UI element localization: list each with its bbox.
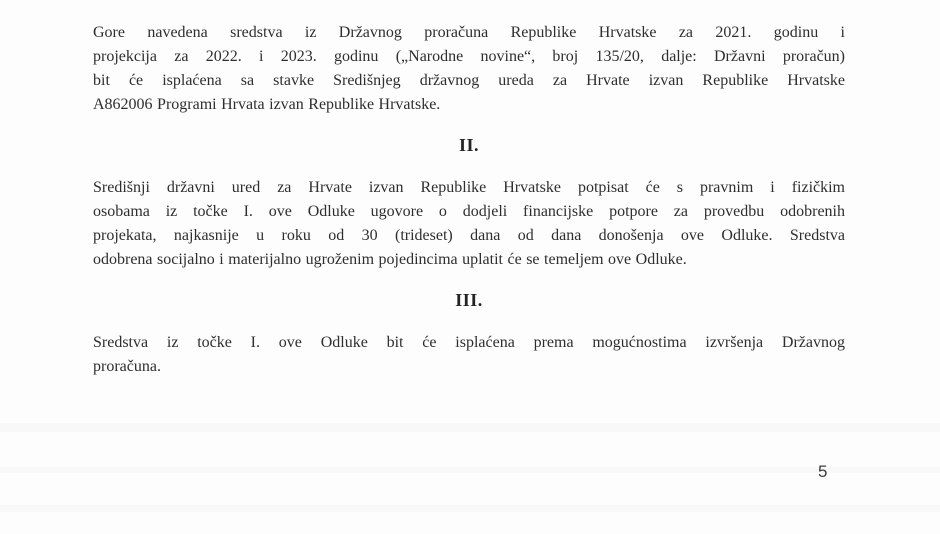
paragraph — [93, 21, 845, 117]
text-line: Središnji državni ured za Hrvate izvan Republike Hrvatske potpisat će s pravnim i fizičkim — [93, 179, 845, 196]
text-line: projekcija za 2022. i 2023. godinu („Narodne novine“, broj 135/20, dalje: Državni proračun) — [93, 48, 845, 65]
scan-artifact-band — [0, 505, 940, 512]
text-line: projekata, najkasnije u roku od 30 (trideset) dana od dana donošenja ove Odluke. Sredstva — [93, 227, 845, 244]
text-line: bit će isplaćena sa stavke Središnjeg državnog ureda za Hrvate izvan Republike Hrvatske — [93, 72, 845, 89]
paragraph — [93, 176, 845, 272]
scan-artifact-band — [0, 423, 940, 432]
section-heading: II. — [458, 135, 479, 155]
text-line: Gore navedena sredstva iz Državnog proračuna Republike Hrvatske za 2021. godinu i — [93, 24, 845, 41]
text-line: A862006 Programi Hrvata izvan Republike Hrvatske. — [93, 96, 441, 113]
text-line: osobama iz točke I. ove Odluke ugovore o dodjeli financijske potpore za provedbu odobrenih — [93, 203, 845, 220]
text-line: Sredstva iz točke I. ove Odluke bit će isplaćena prema mogućnostima izvršenja Državnog — [93, 334, 845, 351]
paragraph — [93, 331, 845, 379]
doc-section — [93, 133, 845, 272]
text-line: odobrena socijalno i materijalno ugroženim pojedincima uplatit će se temeljem ove Odluke. — [93, 251, 687, 268]
section-heading: III. — [455, 290, 483, 310]
doc-section — [93, 288, 845, 379]
document-sections — [93, 21, 845, 379]
doc-section — [93, 21, 845, 117]
scan-artifact-band — [0, 467, 940, 473]
page-number: 5 — [818, 462, 828, 481]
text-line: proračuna. — [93, 358, 161, 375]
